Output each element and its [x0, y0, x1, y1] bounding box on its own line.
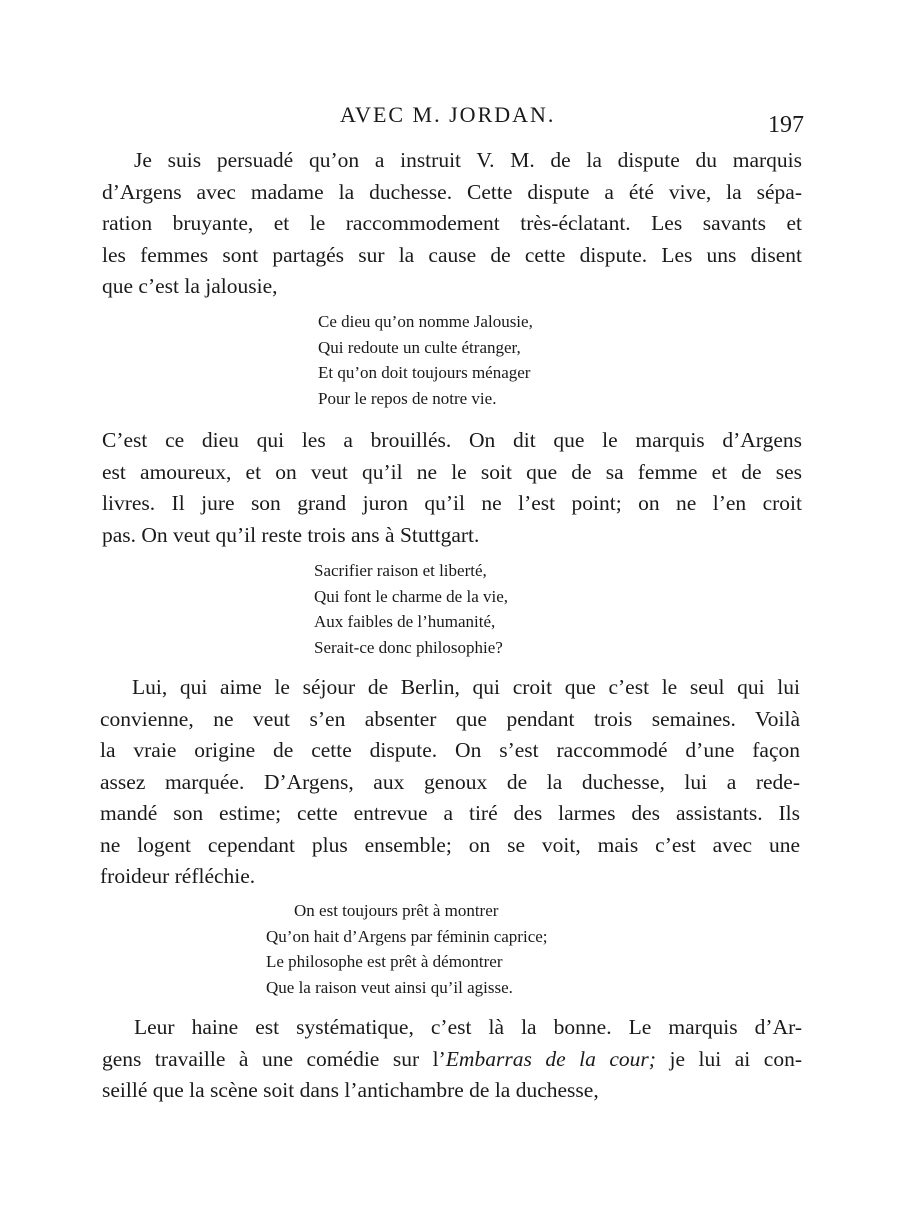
paragraph-line: assez marquée. D’Argens, aux genoux de la duchesse, lui a rede- [100, 769, 800, 794]
paragraph-line: C’est ce dieu qui les a brouillés. On dit que le marquis d’Argens [102, 428, 802, 452]
verse-3 [266, 898, 548, 1000]
verse-line: Serait-ce donc philosophie? [314, 637, 503, 657]
verse-line: Que la raison veut ainsi qu’il agisse. [266, 977, 513, 997]
verse-1 [318, 309, 533, 411]
paragraph-line: est amoureux, et on veut qu’il ne le soit que de sa femme et de ses [102, 459, 802, 484]
paragraph-line: Lui, qui aime le séjour de Berlin, qui croit que c’est le seul qui lui [132, 675, 800, 699]
verse-line: Sacrifier raison et liberté, [314, 561, 487, 580]
line-text: gens travaille à une comédie sur l’ [102, 1046, 446, 1071]
paragraph-line: convienne, ne veut s’en absenter que pendant trois semaines. Voilà [100, 706, 800, 731]
verse-line: Qui font le charme de la vie, [314, 586, 509, 606]
verse-line: On est toujours prêt à montrer [294, 901, 499, 920]
paragraph-line: Leur haine est systématique, c’est là la bonne. Le marquis d’Ar- [134, 1015, 802, 1039]
paragraph-line: Je suis persuadé qu’on a instruit V. M. de la dispute du marquis [134, 148, 802, 172]
verse-2 [314, 558, 508, 660]
line-text: je lui ai con- [655, 1046, 802, 1071]
verse-line: Ce dieu qu’on nomme Jalousie, [318, 312, 533, 331]
verse-line: Le philosophe est prêt à démontrer [266, 952, 503, 971]
paragraph-line: mandé son estime; cette entrevue a tiré des larmes des assistants. Ils [100, 801, 800, 825]
verse-line: Aux faibles de l’humanité, [314, 612, 496, 631]
paragraph-line [102, 1044, 802, 1076]
paragraph-line: ration bruyante, et le raccommodement très-éclatant. Les savants et [102, 211, 802, 235]
paragraph-line: livres. Il jure son grand juron qu’il ne l’est point; on ne l’en croit [102, 491, 802, 515]
verse-line: Pour le repos de notre vie. [318, 388, 497, 408]
paragraph-line: seillé que la scène soit dans l’antichambre de la duchesse, [102, 1078, 599, 1102]
verse-line: Qui redoute un culte étranger, [318, 337, 521, 357]
paragraph-2 [102, 425, 802, 551]
paragraph-line: la vraie origine de cette dispute. On s’est raccommodé d’une façon [100, 738, 800, 762]
paragraph-4 [102, 1012, 802, 1107]
running-title: AVEC M. JORDAN. [340, 102, 556, 127]
paragraph-line: d’Argens avec madame la duchesse. Cette dispute a été vive, la sépa- [102, 179, 802, 204]
paragraph-line: froideur réfléchie. [100, 864, 256, 888]
paragraph-1 [102, 145, 802, 303]
verse-line: Qu’on hait d’Argens par féminin caprice; [266, 926, 548, 946]
running-head [0, 102, 900, 136]
paragraph-line: ne logent cependant plus ensemble; on se voit, mais c’est avec une [100, 832, 800, 857]
verse-line: Et qu’on doit toujours ménager [318, 363, 531, 382]
work-title: Embarras de la cour; [445, 1046, 656, 1071]
paragraph-line: que c’est la jalousie, [102, 274, 278, 298]
paragraph-line: pas. On veut qu’il reste trois ans à Stuttgart. [102, 522, 480, 547]
paragraph-line: les femmes sont partagés sur la cause de cette dispute. Les uns disent [102, 242, 802, 267]
paragraph-3 [100, 672, 800, 893]
page-number: 197 [768, 112, 804, 138]
